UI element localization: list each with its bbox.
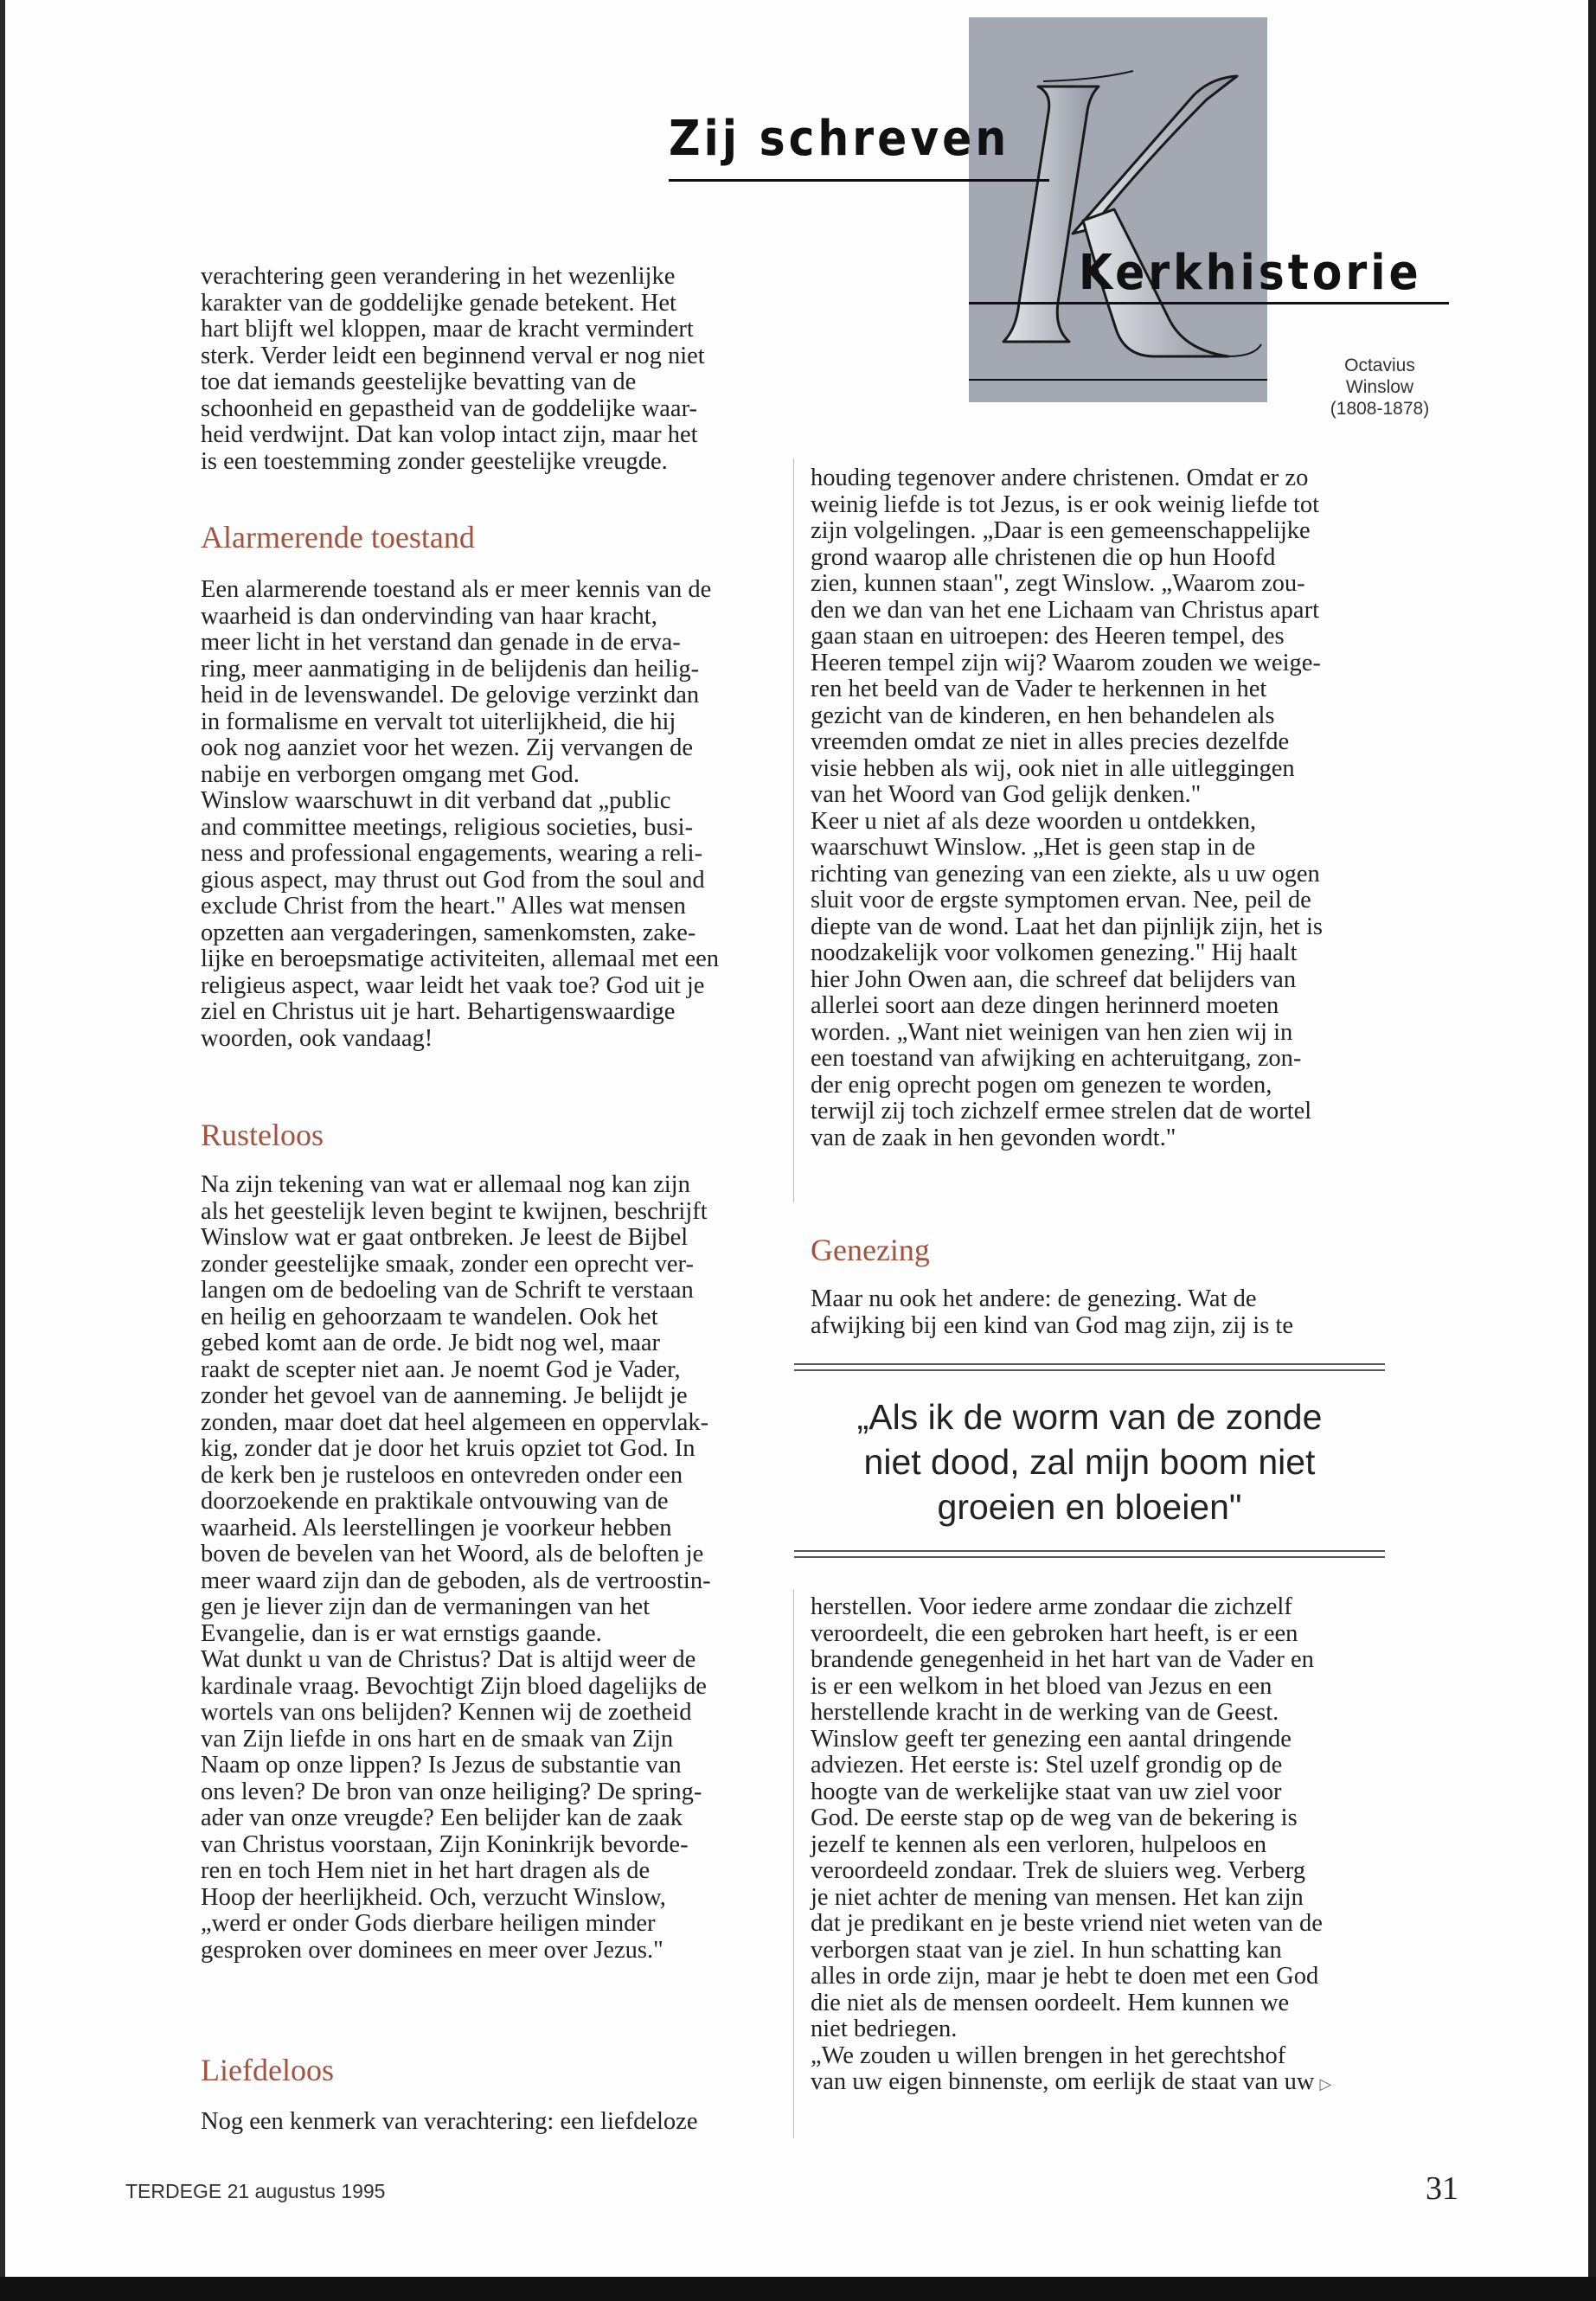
- pull-quote-line: „Als ik de worm van de zonde: [856, 1397, 1323, 1437]
- text-line: doorzoekende en praktikale ontvouwing van de: [201, 1488, 669, 1515]
- heading-genezing: Genezing: [811, 1233, 930, 1267]
- text-line: diepte van de wond. Laat het dan pijnlijk zijn, het is: [811, 913, 1324, 940]
- text-line: boven de bevelen van het Woord, als de beloften je: [201, 1541, 704, 1567]
- text-line: „werd er onder Gods dierbare heiligen minder: [201, 1910, 656, 1937]
- text-line: dat je predikant en je beste vriend niet weten van de: [811, 1910, 1323, 1937]
- text-line: zijn volgelingen. „Daar is een gemeenschappelijke: [811, 517, 1311, 544]
- text-line: Winslow wat er gaat ontbreken. Je leest de Bijbel: [201, 1224, 689, 1251]
- text-line: wortels van ons belijden? Kennen wij de zoetheid: [201, 1699, 692, 1726]
- caption-line: Winslow: [1345, 377, 1414, 397]
- text-line: der enig oprecht pogen om genezen te worden,: [811, 1071, 1272, 1099]
- text-line: Na zijn tekening van wat er allemaal nog kan zijn: [201, 1171, 690, 1198]
- right-part3-text: [811, 1594, 1331, 2098]
- text-line: Nog een kenmerk van verachtering: een liefdeloze: [201, 2108, 698, 2135]
- text-line: Winslow geeft ter genezing een aantal dringende: [811, 1725, 1292, 1753]
- text-line: ons leven? De bron van onze heiliging? De spring-: [201, 1778, 702, 1805]
- text-line: richting van genezing van een ziekte, als u uw ogen: [811, 860, 1320, 888]
- text-line: kardinale vraag. Bevochtigt Zijn bloed dagelijks de: [201, 1672, 707, 1700]
- text-line: ren het beeld van de Vader te herkennen in het: [811, 676, 1267, 702]
- text-line: meer waard zijn dan de geboden, als de vertroostin-: [201, 1567, 711, 1594]
- text-line: hart blijft wel kloppen, maar de kracht vermindert: [201, 316, 694, 343]
- text-line: adviezen. Het eerste is: Stel uzelf grondig op de: [811, 1752, 1283, 1779]
- text-line: weinig liefde is tot Jezus, is er ook weinig liefde tot: [811, 490, 1320, 518]
- scan-bottom-edge: [0, 2277, 1596, 2301]
- text-line: van de zaak in hen gevonden wordt.": [811, 1124, 1176, 1151]
- text-line: lijke en beroepsmatige activiteiten, allemaal met een: [201, 945, 720, 972]
- left-section2-text: [201, 1172, 711, 1964]
- text-line: niet bedriegen.: [811, 2016, 958, 2042]
- right-part2-text: [811, 1286, 1293, 1339]
- text-line: meer licht in het verstand dan genade in de erva-: [201, 629, 681, 656]
- text-line: nabije en verborgen omgang met God.: [201, 760, 580, 788]
- text-line: heid in de levenswandel. De gelovige verzinkt dan: [201, 682, 700, 708]
- text-line: worden. „Want niet weinigen van hen zien wij in: [811, 1018, 1293, 1046]
- text-line: Maar nu ook het andere: de genezing. Wat de: [811, 1285, 1257, 1312]
- text-line: gaan staan en uitroepen: des Heeren tempel, des: [811, 623, 1285, 650]
- text-line: grond waarop alle christenen die op hun Hoofd: [811, 543, 1276, 571]
- text-line: Keer u niet af als deze woorden u ontdekken,: [811, 807, 1257, 835]
- k-logo-graphic: [969, 17, 1267, 402]
- triangle-right-outline-icon: ▷: [1319, 2075, 1332, 2093]
- text-line: Evangelie, dan is er wat ernstigs gaande.: [201, 1619, 602, 1647]
- text-line: Winslow waarschuwt in dit verband dat „public: [201, 787, 671, 814]
- column-divider-bottom: [793, 1589, 794, 2138]
- text-line: Hoop der heerlijkheid. Och, verzucht Winslow,: [201, 1883, 666, 1911]
- text-line: gezicht van de kinderen, en hen behandelen als: [811, 702, 1275, 729]
- text-line: ren en toch Hem niet in het hart dragen als de: [201, 1857, 651, 1884]
- text-line: en heilig en gehoorzaam te wandelen. Ook het: [201, 1303, 658, 1330]
- text-line: waarheid. Als leerstellingen je voorkeur hebben: [201, 1514, 672, 1541]
- heading-alarmerende-toestand: Alarmerende toestand: [201, 520, 475, 554]
- text-line: religieus aspect, waar leidt het vaak toe? God uit je: [201, 971, 705, 999]
- text-line: veroordeeld zondaar. Trek de sluiers weg. Verberg: [811, 1857, 1305, 1884]
- text-line: visie hebben als wij, ook niet in alle uitleggingen: [811, 754, 1295, 782]
- page-number: 31: [1426, 2170, 1458, 2207]
- title-rule-top: [669, 179, 1049, 182]
- text-line: ook nog aanziet voor het wezen. Zij vervangen de: [201, 734, 693, 761]
- text-line: in formalisme en vervalt tot uiterlijkheid, die hij: [201, 708, 676, 735]
- text-line: opzetten aan vergaderingen, samenkomsten, zake-: [201, 919, 696, 946]
- text-line: Naam op onze lippen? Is Jezus de substantie van: [201, 1752, 682, 1779]
- text-line: woorden, ook vandaag!: [201, 1024, 433, 1052]
- text-line: kig, zonder dat je door het kruis opziet tot God. In: [201, 1435, 695, 1462]
- text-line: ness and professional engagements, wearing a reli-: [201, 840, 703, 867]
- text-line: vreemden omdat ze niet in alles precies dezelfde: [811, 728, 1290, 755]
- text-line: veroordeelt, die een gebroken hart heeft, is er een: [811, 1619, 1298, 1647]
- pullquote-rule-bottom-2: [794, 1556, 1385, 1558]
- text-line: brandende genegenheid in het hart van de Vader en: [811, 1646, 1314, 1673]
- text-line: alles in orde zijn, maar je hebt te doen met een God: [811, 1963, 1319, 1990]
- title-zij-schreven: Zij schreven: [669, 111, 1010, 167]
- text-line: je niet achter de mening van mensen. Het kan zijn: [811, 1883, 1304, 1911]
- text-line: sluit voor de ergste symptomen ervan. Nee, peil de: [811, 887, 1311, 913]
- text-line: sterk. Verder leidt een beginnend verval er nog niet: [201, 342, 705, 369]
- text-line: gesproken over dominees en meer over Jezus.": [201, 1936, 663, 1964]
- text-line: gious aspect, may thrust out God from the soul and: [201, 866, 705, 894]
- text-line: verachtering geen verandering in het wezenlijke: [201, 263, 676, 290]
- text-line: van Zijn liefde in ons hart en de smaak van Zijn: [201, 1725, 674, 1753]
- scan-left-edge: [0, 0, 5, 2301]
- pull-quote-line: groeien en bloeien": [937, 1487, 1242, 1527]
- right-part1-text: [811, 465, 1323, 1151]
- logo-underline: [969, 379, 1267, 381]
- caption-line: Octavius: [1344, 356, 1415, 375]
- text-line: exclude Christ from the heart." Alles wat mensen: [201, 893, 686, 920]
- text-line: toe dat iemands geestelijke bevatting van de: [201, 369, 637, 395]
- title-rule-bottom: [969, 302, 1449, 304]
- text-line: de kerk ben je rusteloos en ontevreden onder een: [201, 1461, 683, 1489]
- portrait-caption: [1306, 355, 1453, 420]
- text-line: zonden, maar doet dat heel algemeen en oppervlak-: [201, 1408, 709, 1436]
- title-kerkhistorie: Kerkhistorie: [1079, 245, 1422, 301]
- text-line: jezelf te kennen als een verloren, hulpeloos en: [811, 1830, 1267, 1858]
- text-line: die niet als de mensen oordeelt. Hem kunnen we: [811, 1989, 1290, 2016]
- text-line: allerlei soort aan deze dingen herinnerd moeten: [811, 992, 1279, 1019]
- column-divider-top: [793, 458, 794, 1202]
- pullquote-rule-top-2: [794, 1369, 1385, 1371]
- text-line: and committee meetings, religious societies, busi-: [201, 813, 694, 841]
- text-line: ziel en Christus uit je hart. Behartigenswaardige: [201, 998, 676, 1025]
- left-intro-text: [201, 264, 705, 475]
- pull-quote-line: niet dood, zal mijn boom niet: [863, 1442, 1316, 1482]
- text-line: van Christus voorstaan, Zijn Koninkrijk bevorde-: [201, 1830, 689, 1858]
- text-line: van het Woord van God gelijk denken.": [811, 781, 1202, 808]
- text-line: Heeren tempel zijn wij? Waarom zouden we weige-: [811, 649, 1321, 676]
- text-line: waarheid is dan ondervinding van haar kracht,: [201, 602, 657, 630]
- text-line: is er een welkom in het bloed van Jezus en een: [811, 1672, 1272, 1700]
- text-line: schoonheid en gepastheid van de goddelijke waar-: [201, 394, 697, 422]
- text-line: Een alarmerende toestand als er meer kennis van de: [201, 576, 712, 603]
- text-line: God. De eerste stap op de weg van de bekering is: [811, 1804, 1298, 1831]
- text-line: karakter van de goddelijke genade betekent. Het: [201, 289, 676, 317]
- text-line: een toestand van afwijking en achteruitgang, zon-: [811, 1045, 1302, 1072]
- text-line: gen je liever zijn dan de vermaningen van het: [201, 1593, 651, 1620]
- text-line: hoogte van de werkelijke staat van uw ziel voor: [811, 1778, 1282, 1805]
- text-line: terwijl zij toch zichzelf ermee strelen dat de wortel: [811, 1098, 1312, 1125]
- text-line: verborgen staat van je ziel. In hun schatting kan: [811, 1936, 1282, 1964]
- text-line: „We zouden u willen brengen in het gerechtshof: [811, 2041, 1286, 2069]
- text-line: raakt de scepter niet aan. Je noemt God je Vader,: [201, 1356, 681, 1383]
- text-line: gebed komt aan de orde. Je bidt nog wel, maar: [201, 1330, 661, 1356]
- text-line: ring, meer aanmatiging in de belijdenis dan heilig-: [201, 655, 700, 683]
- text-line: Wat dunkt u van de Christus? Dat is altijd weer de: [201, 1646, 696, 1673]
- pullquote-rule-bottom-1: [794, 1550, 1385, 1552]
- text-line: is een toestemming zonder geestelijke vreugde.: [201, 447, 668, 475]
- text-line: afwijking bij een kind van God mag zijn, zij is te: [811, 1311, 1294, 1339]
- text-line: herstellen. Voor iedere arme zondaar die zichzelf: [811, 1593, 1292, 1620]
- caption-line: (1808-1878): [1330, 399, 1430, 419]
- text-line: heid verdwijnt. Dat kan volop intact zijn, maar het: [201, 421, 698, 448]
- text-line: zonder het gevoel van de aanneming. Je belijdt je: [201, 1382, 688, 1409]
- text-line: zonder geestelijke smaak, zonder een oprecht ver-: [201, 1250, 694, 1278]
- footer-publication: TERDEGE 21 augustus 1995: [125, 2180, 386, 2202]
- text-line: als het geestelijk leven begint te kwijnen, beschrijft: [201, 1197, 708, 1225]
- text-line: langen om de bedoeling van de Schrift te verstaan: [201, 1277, 694, 1304]
- text-line: hier John Owen aan, die schreef dat belijders van: [811, 965, 1297, 993]
- text-line: ader van onze vreugde? Een belijder kan de zaak: [201, 1804, 683, 1831]
- left-section1-text: [201, 577, 719, 1052]
- text-line: herstellende kracht in de werking van de Geest.: [811, 1699, 1279, 1726]
- heading-rusteloos: Rusteloos: [201, 1118, 324, 1152]
- text-line: zien, kunnen staan", zegt Winslow. „Waarom zou-: [811, 570, 1305, 597]
- text-line: waarschuwt Winslow. „Het is geen stap in de: [811, 834, 1256, 861]
- text-line: noodzakelijk voor volkomen genezing." Hij haalt: [811, 939, 1298, 966]
- text-line: den we dan van het ene Lichaam van Christus apart: [811, 596, 1319, 624]
- left-section3-text: [201, 2109, 697, 2136]
- pull-quote: [794, 1394, 1385, 1529]
- scan-right-edge: [1588, 0, 1596, 2301]
- pullquote-rule-top-1: [794, 1363, 1385, 1365]
- text-line: van uw eigen binnenste, om eerlijk de staat van uw ▷: [811, 2068, 1332, 2095]
- heading-liefdeloos: Liefdeloos: [201, 2053, 334, 2087]
- text-line: houding tegenover andere christenen. Omdat er zo: [811, 465, 1309, 491]
